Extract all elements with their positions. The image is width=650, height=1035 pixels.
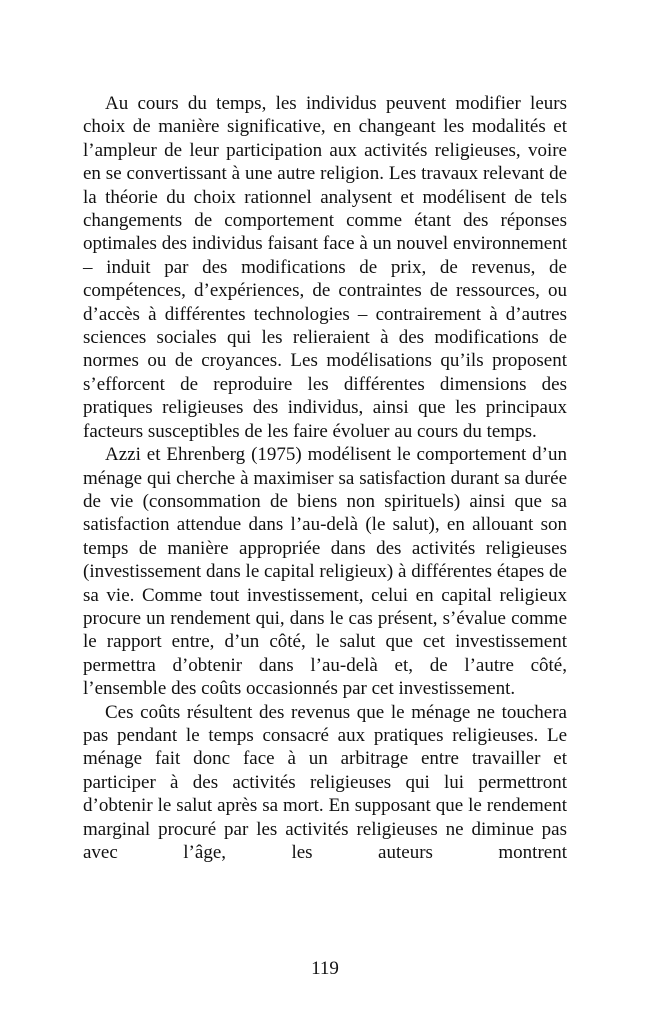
paragraph-2: Azzi et Ehrenberg (1975) modélisent le comportement d’un ménage qui cherche à maximiser sa satisfaction durant sa durée de vie (consommation de biens non spirituels) ainsi que sa satisfaction attendue dans l’au-delà (le salut), en allouant son temps de manière appropriée dans des activités religieuses (investissement dans le capital religieux) à différentes étapes de sa vie. Comme tout investissement, celui en capital religieux procure un rendement qui, dans le cas présent, s’évalue comme le rapport entre, d’un côté, le salut que cet investissement permettra d’obtenir dans l’au-delà et, de l’autre côté, l’ensemble des coûts occasionnés par cet investissement. <box>83 444 567 700</box>
page-number: 119 <box>311 958 339 979</box>
body-text <box>83 92 567 864</box>
paragraph-3: Ces coûts résultent des revenus que le ménage ne touchera pas pendant le temps consacré aux pratiques religieuses. Le ménage fait donc face à un arbitrage entre travailler et participer à des activités religieuses qui lui permettront d’obtenir le salut après sa mort. En supposant que le rendement marginal procuré par les activités religieuses ne diminue pas avec l’âge, les auteurs montrent <box>83 701 567 863</box>
paragraph-1: Au cours du temps, les individus peuvent modifier leurs choix de manière significative, en changeant les modalités et l’ampleur de leur participation aux activités religieuses, voire en se convertissant à une autre religion. Les travaux relevant de la théorie du choix rationnel analysent et modélisent de tels changements de comportement comme étant des réponses optimales des individus faisant face à un nouvel environnement – induit par des modifications de prix, de revenus, de compétences, d’expériences, de contraintes de ressources, ou d’accès à différentes technologies – contrairement à d’autres sciences sociales qui les relieraient à des modifications de normes ou de croyances. Les modélisations qu’ils proposent s’efforcent de reproduire les différentes dimensions des pratiques religieuses des individus, ainsi que les principaux facteurs susceptibles de les faire évoluer au cours du temps. <box>83 93 567 442</box>
